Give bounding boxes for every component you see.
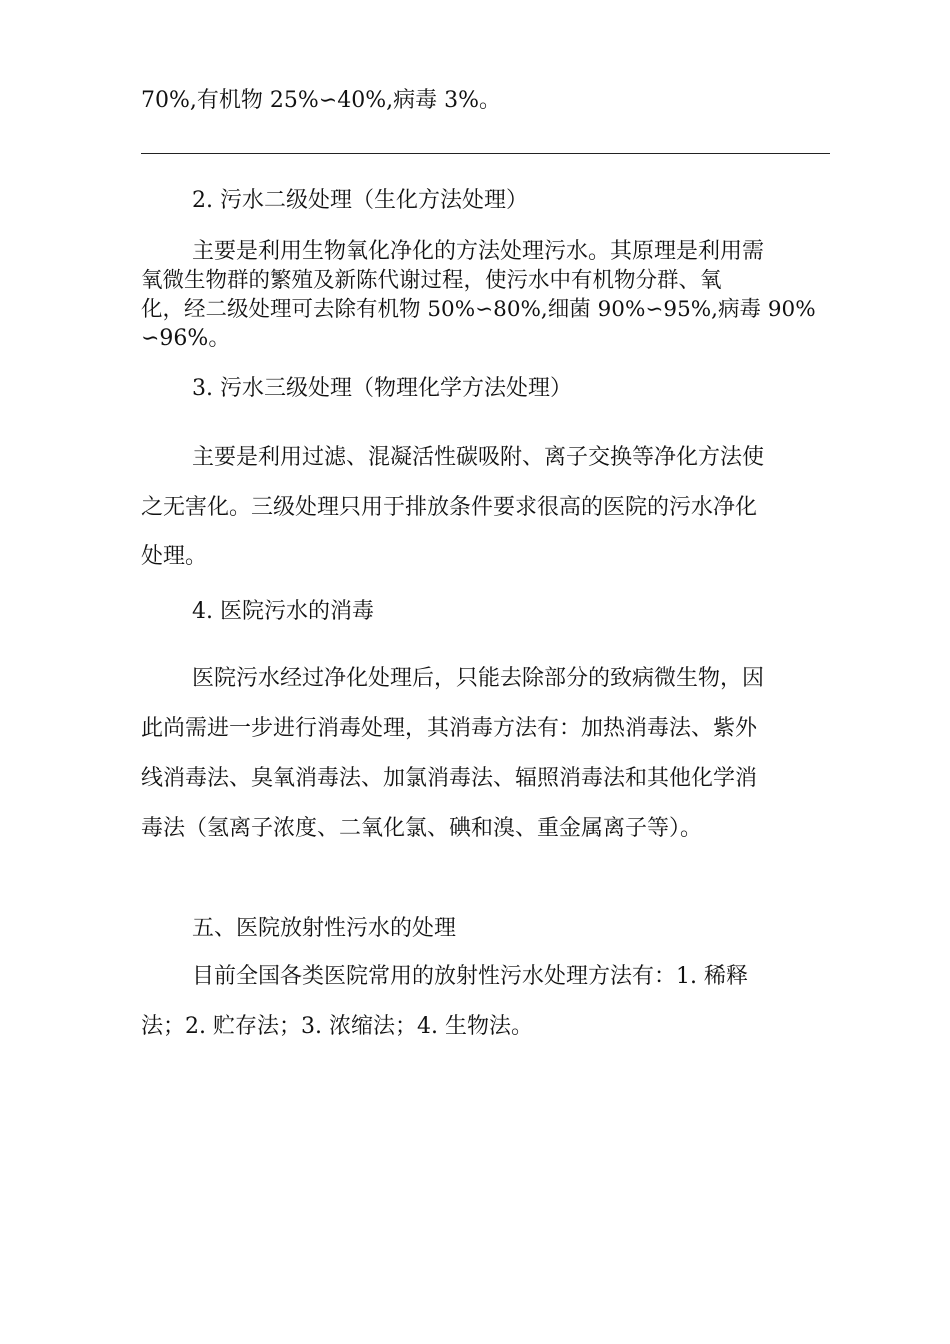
section-5-paragraph-line-2: 法；2. 贮存法；3. 浓缩法；4. 生物法。 (141, 1014, 533, 1039)
section-2-heading: 2. 污水二级处理（生化方法处理） (192, 188, 528, 213)
section-4-paragraph-line-4: 毒法（氢离子浓度、二氧化氯、碘和溴、重金属离子等）。 (141, 816, 703, 841)
horizontal-divider (141, 153, 830, 154)
section-3-heading: 3. 污水三级处理（物理化学方法处理） (192, 376, 572, 401)
section-5-heading: 五、医院放射性污水的处理 (192, 916, 457, 941)
section-4-paragraph-line-3: 线消毒法、臭氧消毒法、加氯消毒法、辐照消毒法和其他化学消 (141, 766, 758, 791)
section-3-paragraph-line-3: 处理。 (141, 544, 208, 569)
top-text-line: 70%,有机物 25%∽40%,病毒 3%。 (141, 88, 502, 113)
section-5-paragraph-line-1: 目前全国各类医院常用的放射性污水处理方法有：1. 稀释 (192, 964, 748, 989)
section-3-paragraph-line-1: 主要是利用过滤、混凝活性碳吸附、离子交换等净化方法使 (192, 445, 765, 470)
section-4-paragraph-line-1: 医院污水经过净化处理后，只能去除部分的致病微生物，因 (192, 666, 765, 691)
section-2-paragraph-line-3: 化，经二级处理可去除有机物 50%∽80%,细菌 90%∽95%,病毒 90% (141, 297, 816, 322)
section-4-heading: 4. 医院污水的消毒 (192, 599, 374, 624)
section-3-paragraph-line-2: 之无害化。三级处理只用于排放条件要求很高的医院的污水净化 (141, 495, 758, 520)
section-2-paragraph-line-1: 主要是利用生物氧化净化的方法处理污水。其原理是利用需 (192, 239, 765, 264)
section-2-paragraph-line-4: ∽96%。 (141, 326, 231, 351)
section-2-paragraph-line-2: 氧微生物群的繁殖及新陈代谢过程，使污水中有机物分群、氧 (141, 268, 722, 293)
section-4-paragraph-line-2: 此尚需进一步进行消毒处理，其消毒方法有：加热消毒法、紫外 (141, 716, 758, 741)
